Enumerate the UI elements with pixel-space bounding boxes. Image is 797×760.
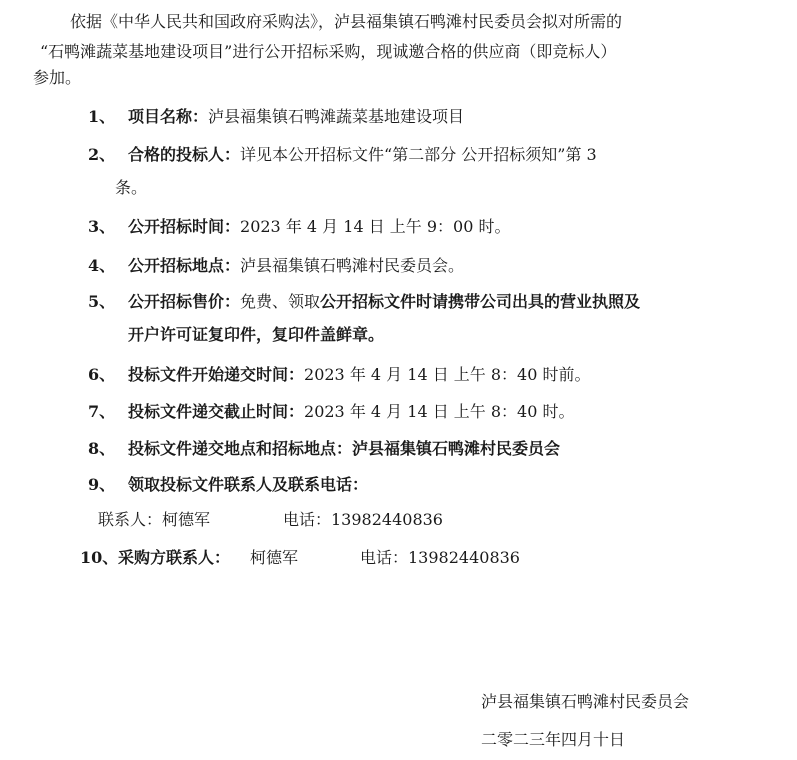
contact-line	[98, 510, 443, 530]
contact-phone: 电话：13982440836	[283, 510, 443, 529]
item-2-continuation: 条。	[115, 178, 148, 197]
intro-line-1: 依据《中华人民共和国政府采购法》，泸县福集镇石鸭滩村民委员会拟对所需的	[70, 12, 623, 31]
list-item-7	[0, 399, 797, 421]
list-item-9	[0, 472, 797, 494]
item-label: 投标文件开始递交时间：	[128, 365, 305, 384]
item-value: 2023 年 4 月 14 日 上午 8：40 时。	[304, 402, 575, 421]
item-value: 柯德军	[250, 548, 299, 567]
signature-org: 泸县福集镇石鸭滩村民委员会	[481, 692, 690, 711]
item-number: 2、	[88, 145, 116, 164]
item-value: 泸县福集镇石鸭滩蔬菜基地建设项目	[208, 107, 465, 126]
item-value-emphasis: 泸县福集镇石鸭滩村民委员会	[352, 439, 561, 458]
item-number: 1、	[88, 107, 116, 126]
list-item-8	[0, 436, 797, 458]
item-label: 公开招标售价：	[128, 292, 241, 311]
list-item-4	[0, 253, 797, 275]
item-number: 10、	[80, 548, 119, 567]
purchaser-phone: 电话：13982440836	[360, 548, 520, 567]
intro-line-3: 参加。	[33, 68, 82, 87]
list-item-1	[0, 104, 797, 126]
item-label: 公开招标时间：	[128, 217, 241, 236]
item-label: 公开招标地点：	[128, 256, 241, 275]
item-value: 2023 年 4 月 14 日 上午 8：40 时前。	[304, 365, 591, 384]
item-number: 3、	[88, 217, 116, 236]
item-value: 泸县福集镇石鸭滩村民委员会。	[240, 256, 465, 275]
item-number: 4、	[88, 256, 116, 275]
item-number: 6、	[88, 365, 116, 384]
list-item-10	[0, 545, 797, 567]
contact-person: 联系人：柯德军	[98, 510, 211, 529]
item-label: 投标文件递交地点和招标地点：	[128, 439, 353, 458]
item-number: 9、	[88, 475, 116, 494]
item-value-emphasis: 公开招标文件时请携带公司出具的营业执照及	[320, 292, 641, 311]
list-item-5	[0, 289, 797, 311]
item-value: 免费、领取	[240, 292, 321, 311]
item-label: 合格的投标人：	[128, 145, 241, 164]
item-label: 采购方联系人：	[118, 548, 231, 567]
item-number: 7、	[88, 402, 116, 421]
item-number: 8、	[88, 439, 116, 458]
item-value: 详见本公开招标文件“第二部分 公开招标须知”第 3	[240, 145, 597, 164]
item-5-continuation: 开户许可证复印件，复印件盖鲜章。	[128, 325, 385, 344]
item-value: 2023 年 4 月 14 日 上午 9：00 时。	[240, 217, 511, 236]
item-label: 领取投标文件联系人及联系电话：	[128, 475, 369, 494]
list-item-3	[0, 214, 797, 236]
intro-line-2: “石鸭滩蔬菜基地建设项目”进行公开招标采购，现诚邀合格的供应商（即竞标人）	[40, 42, 617, 61]
list-item-2	[0, 142, 797, 164]
item-label: 项目名称：	[128, 107, 209, 126]
list-item-6	[0, 362, 797, 384]
item-number: 5、	[88, 292, 116, 311]
item-label: 投标文件递交截止时间：	[128, 402, 305, 421]
signature-date: 二零二三年四月十日	[481, 730, 626, 749]
